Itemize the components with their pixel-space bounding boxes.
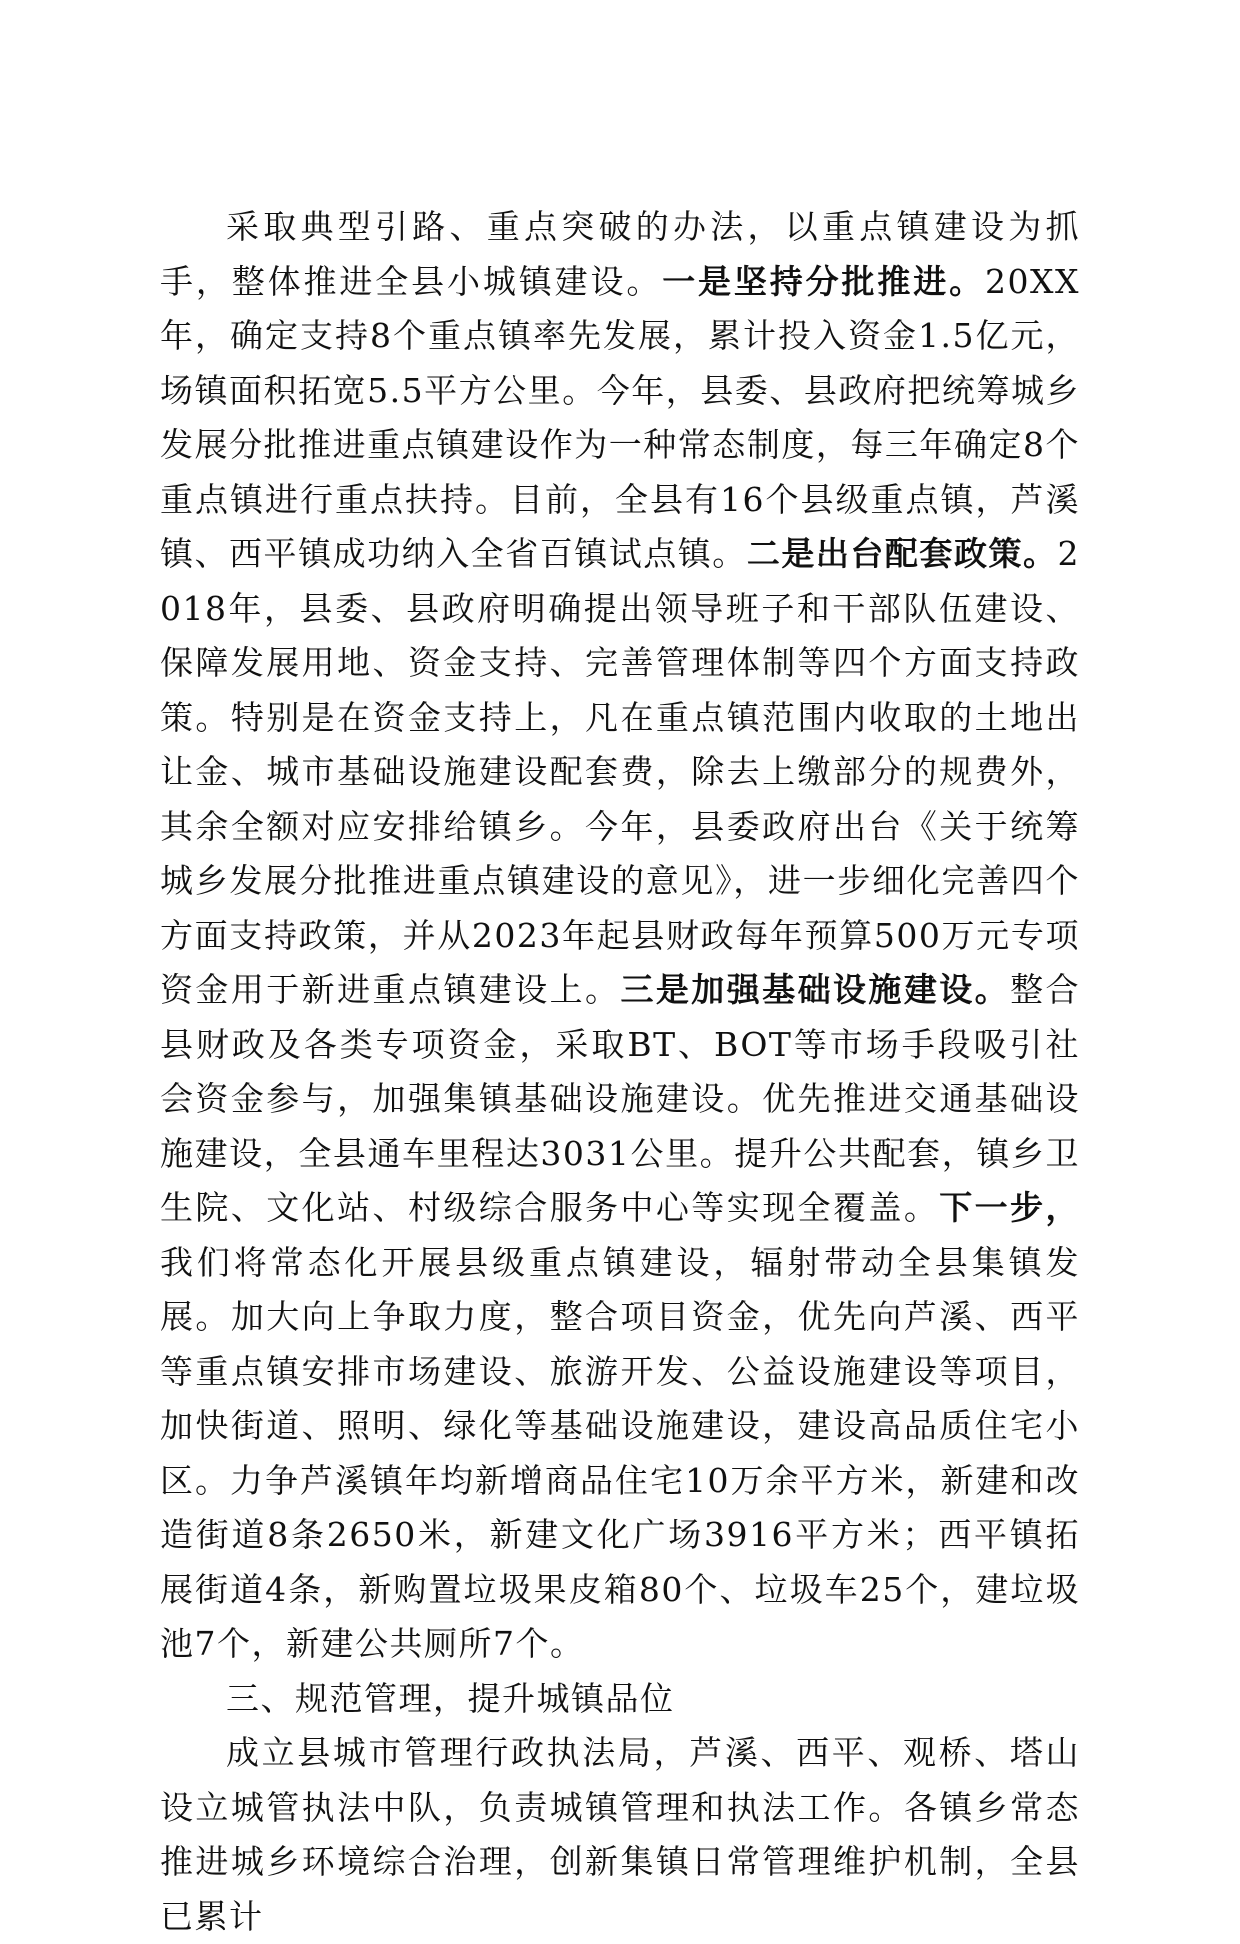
paragraph-text: 2018年，县委、县政府明确提出领导班子和干部队伍建设、保障发展用地、资金支持、完善管理体制等四个方面支持政策。特别是在资金支持上，凡在重点镇范围内收取的土地出让金、城市基础设施建设配套费，除去上缴部分的规费外，其余全额对应安排给镇乡。今年，县委政府出台《关于统筹城乡发展分批推进重点镇建设的意见》，进一步细化完善四个方面支持政策，并从2023年起县财政每年预算500万元专项资金用于新进重点镇建设上。 [160,534,1081,1009]
bold-phrase: 二是出台配套政策。 [746,534,1058,573]
bold-phrase: 下一步， [939,1188,1081,1227]
bold-phrase: 一是坚持分批推进。 [662,261,986,301]
paragraph-text: 采取典型引路、重点突破的办法，以重点镇建设为抓手，整体推进全县小城镇建设。 [160,207,1080,301]
body-paragraph [160,200,1080,1672]
body-paragraph-2: 成立县城市管理行政执法局，芦溪、西平、观桥、塔山设立城管执法中队，负责城镇管理和执法工作。各镇乡常态推进城乡环境综合治理，创新集镇日常管理维护机制，全县已累计 [160,1733,1080,1936]
paragraph-text: 整合县财政及各类专项资金，采取BT、BOT等市场手段吸引社会资金参与，加强集镇基础设施建设。优先推进交通基础设施建设，全县通车里程达3031公里。提升公共配套，镇乡卫生院、文化站、村级综合服务中心等实现全覆盖。 [160,970,1081,1227]
document-page [160,200,1080,1944]
bold-phrase: 三是加强基础设施建设。 [620,970,1011,1009]
paragraph-text: 我们将常态化开展县级重点镇建设，辐射带动全县集镇发展。加大向上争取力度，整合项目资金，优先向芦溪、西平等重点镇安排市场建设、旅游开发、公益设施建设等项目，加快街道、照明、绿化等基础设施建设，建设高品质住宅小区。力争芦溪镇年均新增商品住宅10万余平方米，新建和改造街道8条2650米，新建文化广场3916平方米；西平镇拓展街道4条，新购置垃圾果皮箱80个、垃圾车25个，建垃圾池7个，新建公共厕所7个。 [160,1242,1080,1663]
paragraph-text: 20XX年，确定支持8个重点镇率先发展，累计投入资金1.5亿元，场镇面积拓宽5.5平方公里。今年，县委、县政府把统筹城乡发展分批推进重点镇建设作为一种常态制度，每三年确定8个重点镇进行重点扶持。目前，全县有16个县级重点镇，芦溪镇、西平镇成功纳入全省百镇试点镇。 [160,261,1081,573]
section-heading: 三、规范管理，提升城镇品位 [226,1678,675,1718]
